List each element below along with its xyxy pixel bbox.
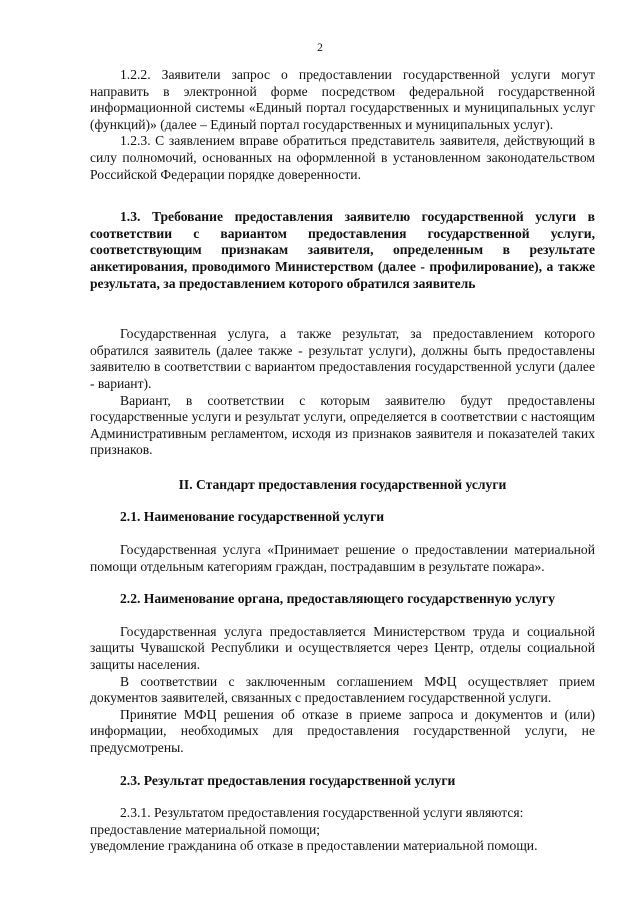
page-content [90, 67, 595, 855]
paragraph-mfc-refusal: Принятие МФЦ решения об отказе в приеме запроса и документов и (или) информации, необходимых для предоставления государственной услуги, не предусмотрены. [90, 706, 595, 755]
paragraph-1-2-3: 1.2.3. С заявлением вправе обратиться представитель заявителя, действующий в силу полномочий, основанных на оформленной в установленном законодательством Российской Федерации порядке доверенности. [90, 133, 595, 182]
page-number: 2 [317, 42, 323, 54]
heading-2-1: 2.1. Наименование государственной услуги [120, 509, 385, 525]
paragraph-ministry: Государственная услуга предоставляется Министерством труда и социальной защиты Чувашской Республики и осуществляется через Центр, отделы социальной защиты населения. [90, 623, 595, 673]
result-item-refusal-notice: уведомление гражданина об отказе в предоставлении материальной помощи. [90, 838, 538, 854]
paragraph-1-2-2: 1.2.2. Заявители запрос о предоставлении государственной услуги могут направить в электронной форме посредством федеральной государственной информационной системы «Единый портал государственных и муниципальных услуг (функций)» (далее – Единый портал государственных и муниципальных услуг). [90, 67, 595, 132]
paragraph-service-name: Государственная услуга «Принимает решение о предоставлении материальной помощи отдельным категориям граждан, пострадавшим в результате пожара». [90, 542, 595, 574]
paragraph-mfc-agreement: В соответствии с заключенным соглашением МФЦ осуществляет прием документов заявителей, связанных с предоставлением государственной услуги. [90, 673, 595, 706]
paragraph-2-3-1: 2.3.1. Результатом предоставления государственной услуги являются: [120, 805, 524, 821]
result-item-material-aid: предоставление материальной помощи; [90, 821, 321, 837]
heading-2-3: 2.3. Результат предоставления государственной услуги [120, 772, 456, 788]
heading-2-2: 2.2. Наименование органа, предоставляющего государственную услугу [120, 591, 556, 607]
paragraph-variant-determination: Вариант, в соответствии с которым заявителю будут предоставлены государственные услуги и результат услуги, определяется в соответствии с настоящим Административным регламентом, исходя из признаков заявителя и показателей таких признаков. [90, 392, 595, 458]
heading-1-3: 1.3. Требование предоставления заявителю государственной услуги в соответствии с вариантом предоставления государственной услуги, соответствующим признакам заявителя, определенным в результате анкетирования, проводимого Министерством (далее - профилирование), а также результата, за предоставлением которого обратился заявитель [90, 209, 595, 291]
paragraph-variant-definition: Государственная услуга, а также результат, за предоставлением которого обратился заявитель (далее также - результат услуги), должны быть предоставлены заявителю в соответствии с вариантом предоставления государственной услуги (далее - вариант). [90, 326, 595, 391]
section-heading-II: II. Стандарт предоставления государственной услуги [178, 476, 507, 492]
